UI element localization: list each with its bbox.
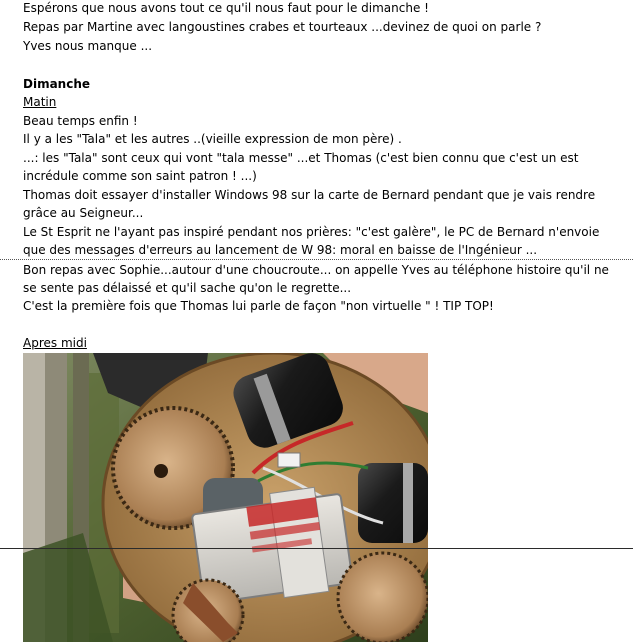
subheading-matin: Matin	[23, 95, 57, 109]
page-break-line	[0, 259, 633, 260]
robot-photo	[23, 353, 428, 642]
section-heading-dimanche: Dimanche	[23, 77, 91, 91]
text-line: grâce au Seigneur...	[23, 206, 144, 220]
text-line: Le St Esprit ne l'ayant pas inspiré pendant nos prières: "c'est galère", le PC de Bernard n'envoie	[23, 225, 600, 239]
text-line: ...: les "Tala" sont ceux qui vont "tala messe" ...et Thomas (c'est bien connu que c'est un est	[23, 151, 579, 165]
text-line: se sente pas délaissé et qu'il sache qu'on le regrette...	[23, 281, 352, 295]
text-line: Yves nous manque ...	[23, 39, 153, 53]
text-line: C'est la première fois que Thomas lui parle de façon "non virtuelle " ! TIP TOP!	[23, 299, 494, 313]
subheading-apres-midi: Apres midi	[23, 336, 87, 350]
text-line: Thomas doit essayer d'installer Windows 98 sur la carte de Bernard pendant que je vais rendre	[23, 188, 596, 202]
text-line: que des messages d'erreurs au lancement de W 98: moral en baisse de l'Ingénieur ...	[23, 243, 538, 257]
horizontal-line	[0, 548, 633, 549]
text-line: Repas par Martine avec langoustines crabes et tourteaux ...devinez de quoi on parle ?	[23, 20, 542, 34]
text-line: Beau temps enfin !	[23, 114, 138, 128]
text-line: Espérons que nous avons tout ce qu'il nous faut pour le dimanche !	[23, 1, 429, 15]
text-line: incrédule comme son saint patron ! ...)	[23, 169, 257, 183]
text-line: Bon repas avec Sophie...autour d'une choucroute... on appelle Yves au téléphone histoire qu'il ne	[23, 263, 609, 277]
text-line: Il y a les "Tala" et les autres ..(vieille expression de mon père) .	[23, 132, 402, 146]
